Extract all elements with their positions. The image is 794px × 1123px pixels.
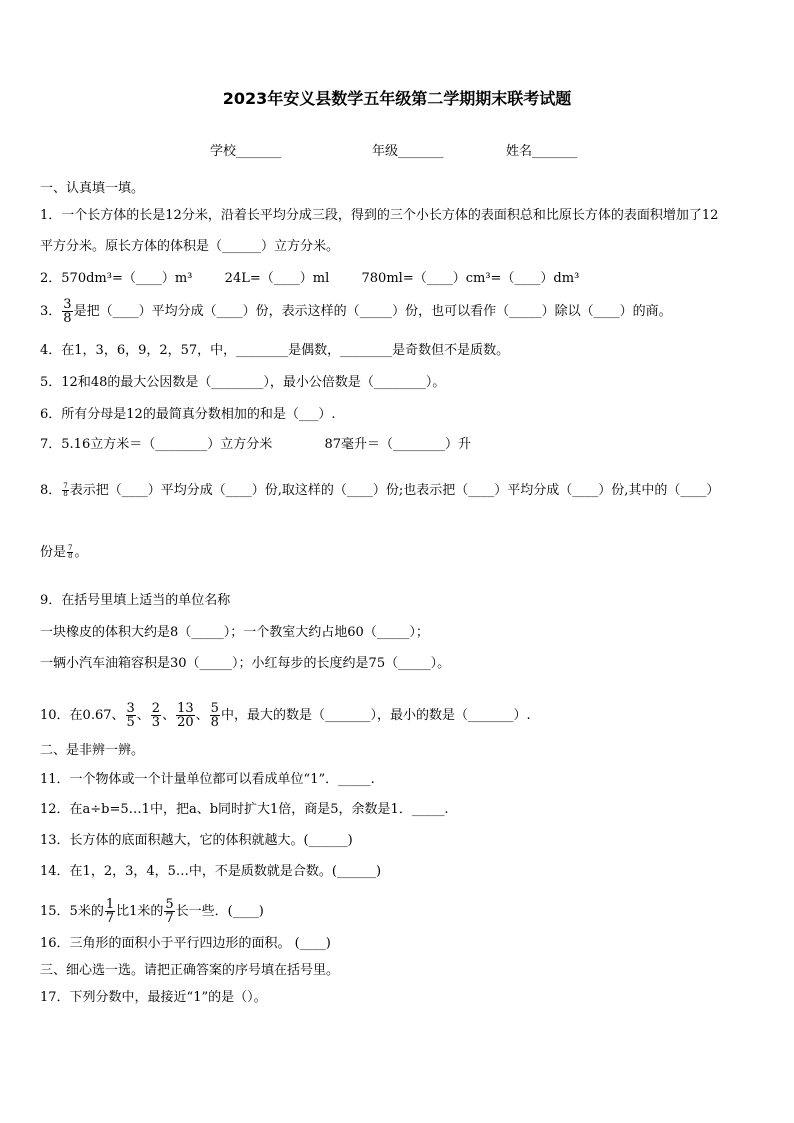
separator: 、 bbox=[195, 708, 209, 723]
question-8-text: 表示把（____）平均分成（____）份,取这样的（____）份;也表示把（____）平均分成（____）份,其中的（____） bbox=[69, 483, 720, 498]
question-15-suffix: 长一些．(____) bbox=[175, 904, 264, 919]
question-8 bbox=[40, 482, 719, 500]
fraction-5-8: $\frac{5}{8}$ bbox=[210, 701, 219, 730]
question-7 bbox=[40, 436, 471, 454]
question-8-line2 bbox=[40, 544, 88, 562]
question-8-number: 8． bbox=[40, 483, 62, 498]
question-13: 13．长方体的底面积越大，它的体积就越大。(______) bbox=[40, 833, 353, 848]
question-17: 17．下列分数中，最接近“1”的是（）。 bbox=[40, 990, 267, 1005]
fraction-5-7: $\frac{5}{7}$ bbox=[165, 897, 174, 926]
question-7-part-b: 87毫升＝（________）升 bbox=[324, 437, 472, 452]
question-4: 4．在1，3，6，9，2，57，中，________是偶数，________是奇数但不是质数。 bbox=[40, 343, 510, 358]
question-15-mid: 比1米的 bbox=[116, 904, 164, 919]
fraction-1-7: $\frac{1}{7}$ bbox=[105, 897, 115, 926]
question-3 bbox=[40, 298, 672, 325]
fraction-3-8: $\frac{3}{8}$ bbox=[63, 297, 72, 326]
name-field[interactable]: 姓名_______ bbox=[506, 144, 578, 159]
question-2-part-b: 24L=（____）ml bbox=[224, 271, 330, 286]
separator: 、 bbox=[136, 708, 150, 723]
fraction-7-8-b: $\frac{7}{8}$ bbox=[68, 544, 73, 560]
question-1-line2: 平方分米。原长方体的体积是（______）立方分米。 bbox=[40, 239, 340, 254]
grade-field[interactable]: 年级_______ bbox=[372, 144, 444, 159]
fraction-7-8: $\frac{7}{8}$ bbox=[63, 482, 68, 498]
question-8-tail: 份是 bbox=[40, 545, 67, 560]
question-12: 12．在a÷b=5…1中，把a、b同时扩大1倍，商是5，余数是1．_____. bbox=[40, 802, 449, 817]
question-3-number: 3． bbox=[40, 304, 62, 319]
question-1-line1: 1．一个长方体的长是12分米，沿着长平均分成三段，得到的三个小长方体的表面积总和比原长方体的表面积增加了12 bbox=[40, 208, 719, 223]
question-3-text: 是把（____）平均分成（____）份，表示这样的（_____）份，也可以看作（_____）除以（____）的商。 bbox=[73, 304, 672, 319]
question-10-prefix: 10．在0.67、 bbox=[40, 708, 125, 723]
question-15 bbox=[40, 898, 264, 925]
question-8-end: 。 bbox=[74, 545, 88, 560]
page-title: 2023年安义县数学五年级第二学期期末联考试题 bbox=[222, 89, 572, 108]
question-11: 11．一个物体或一个计量单位都可以看成单位“1”．_____. bbox=[40, 772, 375, 787]
question-5: 5．12和48的最大公因数是（________），最小公倍数是（________）。 bbox=[40, 375, 446, 390]
question-2-part-a: 2．570dm³=（____）m³ bbox=[40, 271, 193, 286]
question-2-part-c: 780ml=（____）cm³=（____）dm³ bbox=[361, 271, 580, 286]
section3-heading: 三、细心选一选。请把正确答案的序号填在括号里。 bbox=[40, 963, 340, 978]
question-16: 16．三角形的面积小于平行四边形的面积。 (____) bbox=[40, 936, 331, 951]
question-9-line2: 一辆小汽车油箱容积是30（_____）；小红每步的长度约是75（_____）。 bbox=[40, 656, 451, 671]
question-2 bbox=[40, 270, 579, 288]
question-9-line1: 一块橡皮的体积大约是8（_____）；一个教室大约占地60（_____）； bbox=[40, 625, 429, 640]
question-15-prefix: 15．5米的 bbox=[40, 904, 104, 919]
section1-heading: 一、认真填一填。 bbox=[40, 181, 145, 196]
question-9-heading: 9．在括号里填上适当的单位名称 bbox=[40, 593, 231, 608]
question-7-part-a: 7．5.16立方米＝（________）立方分米 bbox=[40, 437, 273, 452]
separator: 、 bbox=[162, 708, 176, 723]
school-field[interactable]: 学校_______ bbox=[210, 144, 282, 159]
fraction-2-3: $\frac{2}{3}$ bbox=[151, 701, 161, 730]
question-10-suffix: 中，最大的数是（_______），最小的数是（_______）. bbox=[220, 708, 531, 723]
fraction-13-20: $\frac{13}{20}$ bbox=[177, 701, 194, 730]
question-6: 6．所有分母是12的最简真分数相加的和是（___）. bbox=[40, 407, 336, 422]
fraction-3-5: $\frac{3}{5}$ bbox=[126, 701, 135, 730]
question-14: 14．在1，2，3，4，5…中，不是质数就是合数。(______) bbox=[40, 864, 382, 879]
question-10 bbox=[40, 702, 531, 729]
section2-heading: 二、是非辨一辨。 bbox=[40, 743, 145, 758]
